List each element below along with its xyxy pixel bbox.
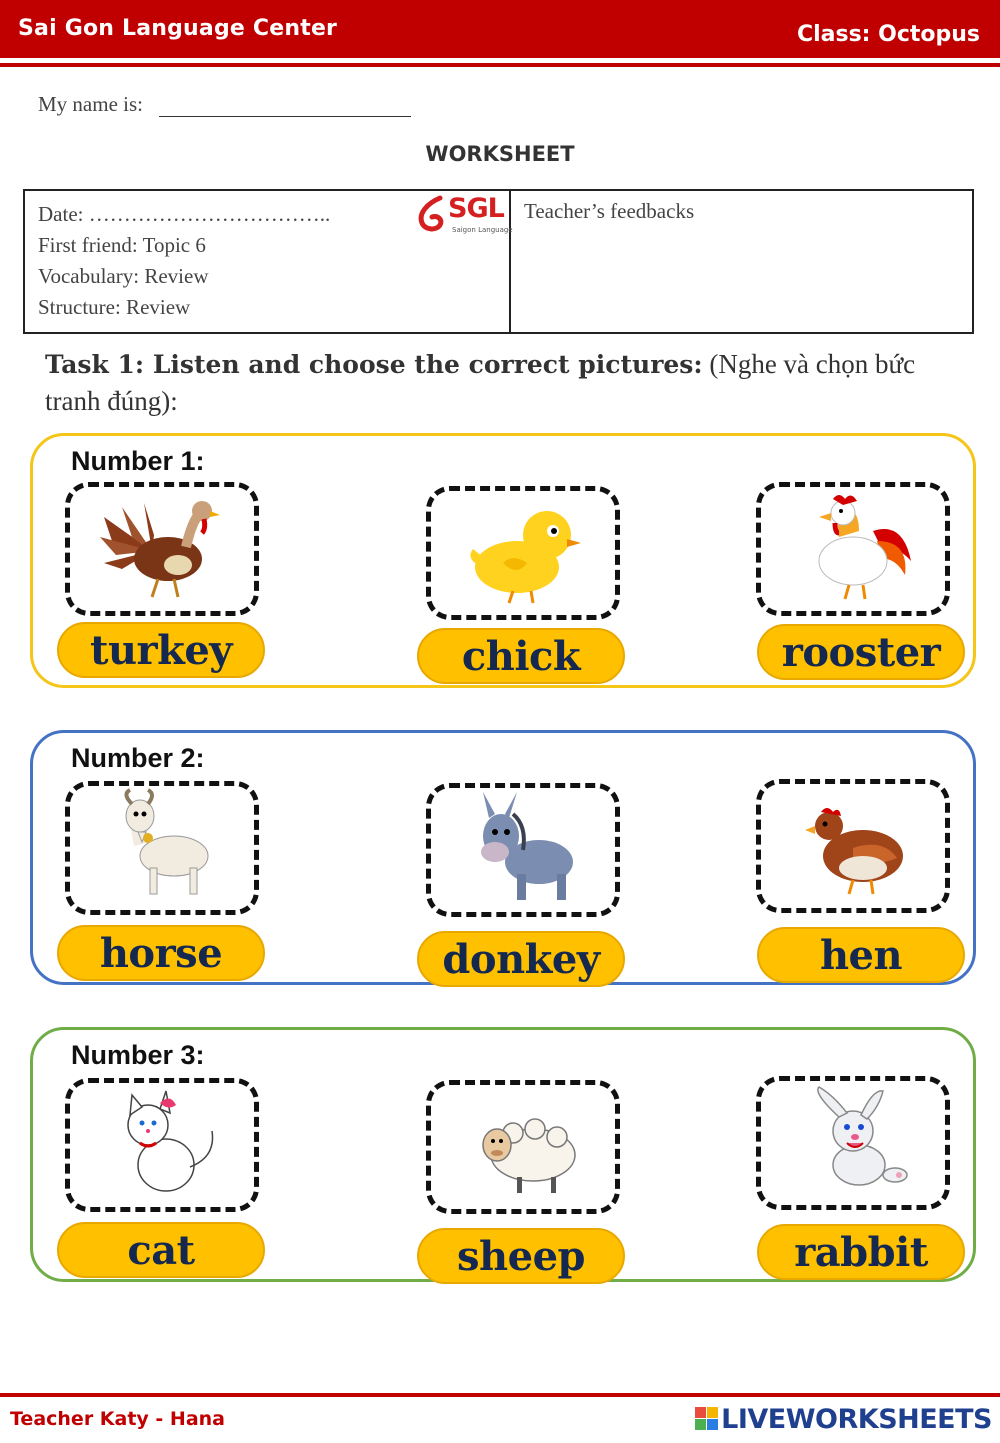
teacher-feedback-label: Teacher’s feedbacks [524, 199, 695, 223]
sgl-logo-text: SGL [448, 193, 504, 224]
donkey-icon [431, 788, 615, 912]
picture-option-chick[interactable] [426, 486, 620, 620]
group-label: Number 1: [71, 446, 205, 476]
first-friend-line: First friend: Topic 6 [38, 233, 206, 257]
picture-option-cat[interactable] [65, 1078, 259, 1212]
group-label: Number 3: [71, 1040, 205, 1070]
picture-option-sheep[interactable] [426, 1080, 620, 1214]
hen-icon [761, 784, 945, 908]
question-group-2 [30, 730, 976, 985]
question-group-3 [30, 1027, 976, 1282]
teacher-name: Teacher Katy - Hana [10, 1408, 226, 1430]
word-label-sheep: sheep [417, 1228, 625, 1284]
picture-option-donkey[interactable] [426, 783, 620, 917]
name-row [38, 92, 411, 117]
sgl-logo-subtitle: Saigon Language [452, 226, 513, 234]
picture-option-rabbit[interactable] [756, 1076, 950, 1210]
rooster-icon [761, 487, 945, 611]
cat-icon [70, 1083, 254, 1207]
class-label: Class: Octopus [796, 22, 980, 47]
word-label-cat: cat [57, 1222, 265, 1278]
info-table [23, 189, 974, 334]
picture-option-turkey[interactable] [65, 482, 259, 616]
picture-option-goat[interactable] [65, 781, 259, 915]
word-label-hen: hen [757, 927, 965, 983]
word-label-horse: horse [57, 925, 265, 981]
picture-option-rooster[interactable] [756, 482, 950, 616]
group-label: Number 2: [71, 743, 205, 773]
task-title: Task 1: Listen and choose the correct pictures: [45, 350, 703, 379]
rabbit-icon [761, 1081, 945, 1205]
word-label-donkey: donkey [417, 931, 625, 987]
name-blank-line[interactable] [159, 94, 411, 117]
liveworksheets-logo [695, 1404, 992, 1435]
word-label-chick: chick [417, 628, 625, 684]
liveworksheets-blocks-icon [695, 1407, 719, 1431]
lesson-info [38, 199, 330, 323]
structure-line: Structure: Review [38, 295, 191, 319]
picture-option-hen[interactable] [756, 779, 950, 913]
vocabulary-line: Vocabulary: Review [38, 264, 209, 288]
header-divider [0, 63, 1000, 67]
name-prompt: My name is: [38, 92, 143, 116]
goat-icon [70, 786, 254, 910]
task-translation: (Nghe và chọn bức tranh đúng): [45, 349, 916, 416]
footer-divider [0, 1393, 1000, 1397]
center-name: Sai Gon Language Center [18, 16, 338, 41]
worksheet-title: WORKSHEET [425, 142, 575, 166]
word-label-rabbit: rabbit [757, 1224, 965, 1280]
sgl-logo [414, 193, 513, 237]
header-bar [0, 0, 1000, 58]
sgl-swirl-icon [414, 195, 450, 235]
turkey-icon [70, 487, 254, 611]
word-label-rooster: rooster [757, 624, 965, 680]
liveworksheets-brand: LIVEWORKSHEETS [721, 1404, 992, 1435]
word-label-turkey: turkey [57, 622, 265, 678]
date-line: Date: …………………………….. [38, 202, 331, 226]
question-group-1 [30, 433, 976, 688]
task-instructions [45, 346, 945, 420]
sheep-icon [431, 1085, 615, 1209]
chick-icon [431, 491, 615, 615]
